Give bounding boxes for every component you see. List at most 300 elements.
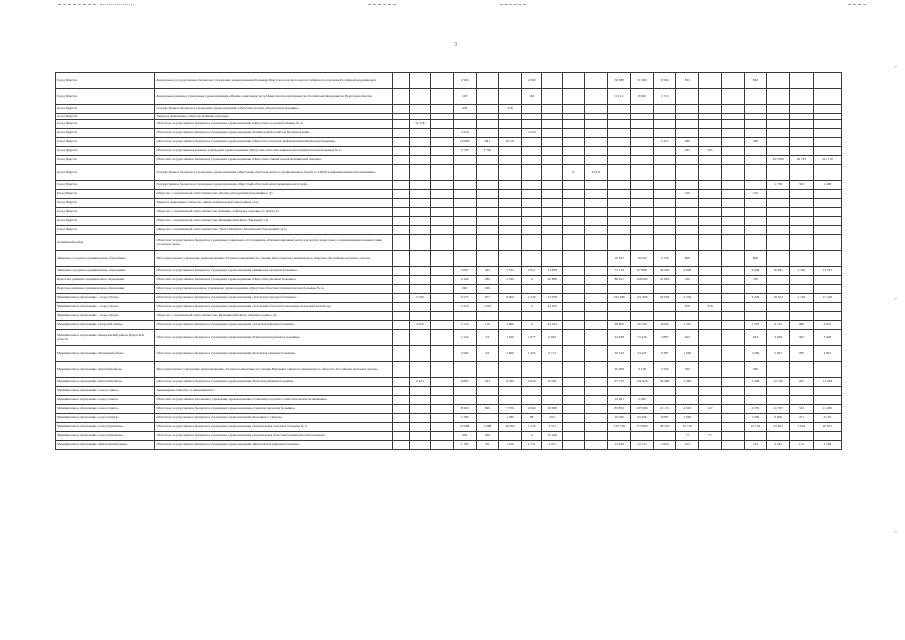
value-cell bbox=[542, 138, 563, 147]
value-cell bbox=[409, 129, 431, 138]
value-cell: 10 032 bbox=[631, 251, 654, 267]
value-cell bbox=[499, 199, 522, 208]
value-cell bbox=[562, 89, 584, 105]
value-cell bbox=[562, 396, 584, 405]
value-cell bbox=[699, 251, 722, 267]
value-cell: 193 bbox=[453, 89, 476, 105]
page-number: 3 bbox=[454, 42, 457, 48]
value-cell: 3 928 bbox=[767, 330, 790, 346]
value-cell bbox=[721, 321, 744, 330]
value-cell bbox=[608, 138, 631, 147]
value-cell bbox=[699, 312, 722, 321]
value-cell bbox=[542, 217, 563, 226]
value-cell bbox=[584, 396, 608, 405]
value-cell bbox=[499, 120, 522, 129]
value-cell bbox=[721, 346, 744, 362]
municipality-cell: Город Иркутск bbox=[56, 181, 155, 190]
table-row bbox=[56, 251, 842, 267]
value-cell bbox=[721, 138, 744, 147]
value-cell bbox=[813, 362, 841, 378]
value-cell bbox=[584, 303, 608, 312]
value-cell bbox=[393, 208, 409, 217]
value-cell: 1 916 bbox=[476, 303, 499, 312]
organization-cell: Общество с ограниченной ответственностью Медицинский Центр "Биоминер" (2) bbox=[155, 217, 393, 226]
value-cell bbox=[431, 414, 454, 423]
value-cell bbox=[608, 303, 631, 312]
value-cell bbox=[813, 89, 841, 105]
value-cell bbox=[393, 312, 409, 321]
table-row bbox=[56, 226, 842, 235]
value-cell bbox=[562, 208, 584, 217]
value-cell bbox=[499, 129, 522, 138]
value-cell bbox=[721, 73, 744, 89]
value-cell bbox=[676, 387, 699, 396]
value-cell bbox=[744, 396, 767, 405]
table-row bbox=[56, 73, 842, 89]
value-cell: 1 185 bbox=[453, 441, 476, 450]
value-cell: 3 229 bbox=[676, 294, 699, 303]
value-cell bbox=[453, 190, 476, 199]
value-cell bbox=[499, 73, 522, 89]
value-cell bbox=[584, 89, 608, 105]
value-cell: 108 060 bbox=[631, 276, 654, 285]
value-cell bbox=[562, 387, 584, 396]
value-cell: 3 496 bbox=[676, 378, 699, 387]
table-row bbox=[56, 294, 842, 303]
value-cell bbox=[721, 267, 744, 276]
value-cell: 88 bbox=[521, 414, 542, 423]
value-cell bbox=[744, 285, 767, 294]
value-cell: 6 062 bbox=[542, 330, 563, 346]
value-cell bbox=[542, 396, 563, 405]
value-cell bbox=[676, 165, 699, 181]
value-cell: 479 bbox=[676, 303, 699, 312]
value-cell bbox=[542, 226, 563, 235]
value-cell bbox=[631, 181, 654, 190]
value-cell: 8 600 bbox=[499, 294, 522, 303]
value-cell: 12 294 bbox=[813, 378, 841, 387]
value-cell: 395 bbox=[699, 147, 722, 156]
value-cell: 478 bbox=[453, 105, 476, 114]
value-cell bbox=[542, 208, 563, 217]
value-cell bbox=[767, 226, 790, 235]
value-cell bbox=[584, 346, 608, 362]
municipality-cell: Город Иркутск bbox=[56, 226, 155, 235]
organization-cell: Акционерное общество «Саянскхимпласт» bbox=[155, 387, 393, 396]
value-cell bbox=[562, 226, 584, 235]
value-cell: 43 409 bbox=[631, 414, 654, 423]
value-cell bbox=[393, 276, 409, 285]
value-cell: 14 173 bbox=[631, 441, 654, 450]
table-row bbox=[56, 199, 842, 208]
value-cell bbox=[699, 181, 722, 190]
value-cell bbox=[721, 208, 744, 217]
value-cell: 19 390 bbox=[608, 414, 631, 423]
value-cell bbox=[562, 251, 584, 267]
value-cell: 1 000 bbox=[744, 346, 767, 362]
table-row bbox=[56, 303, 842, 312]
organization-cell: Областное государственное бюджетное учреждение здравоохранения «Жигаловская районная больница» bbox=[155, 441, 393, 450]
value-cell bbox=[542, 105, 563, 114]
value-cell: 9 387 bbox=[653, 346, 676, 362]
value-cell bbox=[584, 251, 608, 267]
value-cell: 22 938 bbox=[608, 330, 631, 346]
value-cell bbox=[767, 147, 790, 156]
value-cell bbox=[453, 165, 476, 181]
value-cell bbox=[476, 73, 499, 89]
value-cell bbox=[653, 217, 676, 226]
table-row bbox=[56, 362, 842, 378]
value-cell bbox=[584, 267, 608, 276]
scan-mark bbox=[100, 4, 134, 5]
value-cell: 5 697 bbox=[453, 267, 476, 276]
organization-cell: Общество с ограниченной ответственностью Медицинский Центр «Медика-Сервис» (2) bbox=[155, 312, 393, 321]
value-cell: 127 bbox=[699, 405, 722, 414]
value-cell: 0 bbox=[521, 321, 542, 330]
value-cell bbox=[813, 276, 841, 285]
value-cell bbox=[521, 208, 542, 217]
value-cell bbox=[542, 190, 563, 199]
value-cell bbox=[393, 120, 409, 129]
value-cell bbox=[744, 199, 767, 208]
municipality-cell: Заларинский район bbox=[56, 235, 155, 251]
value-cell bbox=[521, 217, 542, 226]
value-cell bbox=[431, 235, 454, 251]
value-cell bbox=[431, 138, 454, 147]
value-cell bbox=[393, 73, 409, 89]
value-cell bbox=[584, 217, 608, 226]
value-cell bbox=[476, 362, 499, 378]
value-cell bbox=[431, 120, 454, 129]
organization-cell: Областное государственное бюджетное учреждение здравоохранения «Больница г. Свирска» bbox=[155, 414, 393, 423]
value-cell bbox=[721, 441, 744, 450]
value-cell bbox=[542, 129, 563, 138]
value-cell bbox=[699, 89, 722, 105]
value-cell bbox=[409, 405, 431, 414]
value-cell bbox=[409, 312, 431, 321]
value-cell: 2 423 bbox=[409, 378, 431, 387]
value-cell: 1 000 bbox=[744, 414, 767, 423]
value-cell bbox=[521, 181, 542, 190]
value-cell bbox=[767, 362, 790, 378]
value-cell bbox=[676, 129, 699, 138]
organization-cell: Областное государственное бюджетное учреждение здравоохранения «Иркутская городская больница № 3» bbox=[155, 120, 393, 129]
value-cell: 43 011 bbox=[584, 165, 608, 181]
value-cell bbox=[431, 156, 454, 165]
value-cell bbox=[767, 120, 790, 129]
value-cell bbox=[393, 441, 409, 450]
value-cell bbox=[499, 89, 522, 105]
value-cell bbox=[767, 312, 790, 321]
value-cell bbox=[653, 147, 676, 156]
organization-cell: Областное государственное бюджетное учреждение здравоохранения «Аларская районная больница» bbox=[155, 321, 393, 330]
value-cell bbox=[562, 138, 584, 147]
value-cell: 34 425 bbox=[631, 346, 654, 362]
value-cell: 3 730 bbox=[453, 147, 476, 156]
organization-cell: Областное государственное автономное учреждение здравоохранения «Саянская городская стоматологическая поликлиника» bbox=[155, 396, 393, 405]
value-cell: 5 790 bbox=[409, 294, 431, 303]
value-cell bbox=[476, 190, 499, 199]
value-cell bbox=[608, 129, 631, 138]
value-cell bbox=[744, 156, 767, 165]
value-cell bbox=[744, 312, 767, 321]
value-cell bbox=[813, 387, 841, 396]
scan-mark bbox=[500, 4, 526, 5]
organization-cell: Закрытое акционерное общество Клиника «Альтаир» bbox=[155, 114, 393, 120]
value-cell bbox=[431, 267, 454, 276]
value-cell: 9 712 bbox=[542, 346, 563, 362]
value-cell: 3 730 bbox=[476, 147, 499, 156]
value-cell bbox=[767, 190, 790, 199]
value-cell: 11 797 bbox=[767, 405, 790, 414]
table-row bbox=[56, 378, 842, 387]
value-cell bbox=[790, 303, 814, 312]
value-cell: 51 082 bbox=[631, 73, 654, 89]
value-cell: 471 bbox=[790, 414, 814, 423]
value-cell bbox=[744, 89, 767, 105]
value-cell bbox=[631, 190, 654, 199]
value-cell bbox=[699, 226, 722, 235]
value-cell: 24 bbox=[476, 330, 499, 346]
value-cell bbox=[584, 387, 608, 396]
value-cell: 3 004 bbox=[790, 423, 814, 432]
value-cell: 87 986 bbox=[631, 267, 654, 276]
value-cell: 863 bbox=[744, 73, 767, 89]
value-cell: 4 887 bbox=[653, 330, 676, 346]
value-cell bbox=[562, 346, 584, 362]
value-cell bbox=[631, 165, 654, 181]
value-cell bbox=[767, 138, 790, 147]
value-cell bbox=[721, 89, 744, 105]
value-cell bbox=[393, 330, 409, 346]
value-cell: 19 082 bbox=[453, 138, 476, 147]
value-cell bbox=[431, 362, 454, 378]
value-cell: 1 100 bbox=[499, 441, 522, 450]
value-cell bbox=[453, 181, 476, 190]
value-cell bbox=[431, 405, 454, 414]
value-cell bbox=[608, 226, 631, 235]
value-cell: 1 597 bbox=[676, 321, 699, 330]
value-cell bbox=[431, 378, 454, 387]
value-cell bbox=[813, 251, 841, 267]
value-cell bbox=[453, 226, 476, 235]
value-cell bbox=[453, 312, 476, 321]
value-cell: 37 088 bbox=[453, 423, 476, 432]
value-cell bbox=[721, 190, 744, 199]
value-cell bbox=[653, 208, 676, 217]
value-cell: 234 288 bbox=[608, 294, 631, 303]
organization-cell: Областное государственное бюджетное учреждение здравоохранения «Черемховская областная психиатрическая больница» bbox=[155, 432, 393, 441]
value-cell bbox=[393, 423, 409, 432]
value-cell bbox=[562, 129, 584, 138]
value-cell bbox=[499, 387, 522, 396]
value-cell bbox=[744, 147, 767, 156]
value-cell bbox=[653, 199, 676, 208]
value-cell bbox=[653, 396, 676, 405]
value-cell bbox=[790, 199, 814, 208]
value-cell bbox=[631, 199, 654, 208]
value-cell bbox=[813, 190, 841, 199]
value-cell bbox=[476, 105, 499, 114]
value-cell bbox=[499, 235, 522, 251]
value-cell bbox=[721, 405, 744, 414]
value-cell bbox=[393, 89, 409, 105]
value-cell bbox=[721, 235, 744, 251]
table-row bbox=[56, 190, 842, 199]
value-cell bbox=[699, 294, 722, 303]
value-cell bbox=[409, 217, 431, 226]
value-cell bbox=[721, 147, 744, 156]
value-cell bbox=[431, 73, 454, 89]
value-cell bbox=[790, 138, 814, 147]
value-cell: 1 000 bbox=[676, 414, 699, 423]
value-cell: 2 948 bbox=[744, 267, 767, 276]
value-cell: 39 525 bbox=[653, 423, 676, 432]
value-cell bbox=[721, 217, 744, 226]
value-cell bbox=[676, 120, 699, 129]
value-cell bbox=[584, 285, 608, 294]
table-row bbox=[56, 414, 842, 423]
value-cell bbox=[790, 276, 814, 285]
table-row bbox=[56, 330, 842, 346]
value-cell bbox=[653, 181, 676, 190]
value-cell bbox=[813, 147, 841, 156]
value-cell: 513 bbox=[676, 441, 699, 450]
value-cell: 2 729 bbox=[521, 294, 542, 303]
value-cell bbox=[521, 396, 542, 405]
value-cell bbox=[744, 235, 767, 251]
value-cell: 163 bbox=[476, 378, 499, 387]
value-cell: 5 332 bbox=[499, 267, 522, 276]
value-cell bbox=[562, 294, 584, 303]
value-cell bbox=[431, 432, 454, 441]
value-cell bbox=[409, 267, 431, 276]
value-cell bbox=[584, 208, 608, 217]
value-cell: 2 736 bbox=[653, 251, 676, 267]
value-cell bbox=[542, 235, 563, 251]
value-cell bbox=[790, 362, 814, 378]
value-cell bbox=[721, 129, 744, 138]
value-cell: 9 566 bbox=[653, 73, 676, 89]
value-cell: 16 837 bbox=[608, 251, 631, 267]
value-cell bbox=[499, 362, 522, 378]
value-cell bbox=[453, 396, 476, 405]
value-cell bbox=[562, 414, 584, 423]
value-cell bbox=[767, 396, 790, 405]
value-cell bbox=[699, 165, 722, 181]
value-cell bbox=[631, 147, 654, 156]
value-cell: 31 518 bbox=[409, 120, 431, 129]
value-cell: 6 863 bbox=[453, 378, 476, 387]
value-cell bbox=[721, 156, 744, 165]
value-cell: 85 853 bbox=[608, 405, 631, 414]
value-cell bbox=[721, 396, 744, 405]
value-cell bbox=[542, 285, 563, 294]
value-cell bbox=[813, 312, 841, 321]
value-cell bbox=[699, 276, 722, 285]
value-cell bbox=[584, 73, 608, 89]
value-cell bbox=[409, 147, 431, 156]
value-cell bbox=[699, 120, 722, 129]
value-cell: 134 928 bbox=[631, 378, 654, 387]
value-cell: 1 408 bbox=[813, 181, 841, 190]
value-cell: 23 821 bbox=[767, 423, 790, 432]
value-cell bbox=[653, 312, 676, 321]
organization-cell: Федеральное казенное учреждение здравоохранения «Медико-санитарная часть Министерства внутренних дел Российской Федерации по Иркутской области» bbox=[155, 89, 393, 105]
value-cell bbox=[653, 190, 676, 199]
value-cell bbox=[676, 312, 699, 321]
value-cell bbox=[521, 387, 542, 396]
value-cell bbox=[476, 181, 499, 190]
value-cell bbox=[608, 165, 631, 181]
value-cell bbox=[499, 251, 522, 267]
value-cell bbox=[393, 138, 409, 147]
organization-cell: Государственное бюджетное учреждение здравоохранения «Областная детская туберкулезная больница» bbox=[155, 105, 393, 114]
value-cell bbox=[676, 199, 699, 208]
value-cell bbox=[699, 199, 722, 208]
value-cell bbox=[431, 208, 454, 217]
value-cell bbox=[608, 190, 631, 199]
value-cell: 19 522 bbox=[767, 294, 790, 303]
value-cell bbox=[453, 235, 476, 251]
value-cell: 2 340 bbox=[653, 362, 676, 378]
value-cell bbox=[393, 129, 409, 138]
value-cell: 0 bbox=[521, 276, 542, 285]
value-cell: 3 628 bbox=[813, 330, 841, 346]
value-cell bbox=[584, 362, 608, 378]
value-cell bbox=[542, 387, 563, 396]
municipality-cell: Город Иркутск bbox=[56, 217, 155, 226]
value-cell bbox=[699, 156, 722, 165]
value-cell bbox=[431, 285, 454, 294]
value-cell bbox=[767, 235, 790, 251]
value-cell: 88 611 bbox=[608, 276, 631, 285]
table-row bbox=[56, 165, 842, 181]
value-cell: 8 909 bbox=[631, 89, 654, 105]
value-cell: 12 729 bbox=[767, 378, 790, 387]
value-cell bbox=[767, 432, 790, 441]
value-cell bbox=[499, 396, 522, 405]
table-row bbox=[56, 387, 842, 396]
value-cell bbox=[499, 181, 522, 190]
value-cell bbox=[813, 432, 841, 441]
value-cell: 54 093 bbox=[653, 294, 676, 303]
organization-cell: Государственное бюджетное учреждение здравоохранения «Иркутский областной центр по профилактике и борьбе со СПИД и инфекционными заболеваниями» bbox=[155, 165, 393, 181]
value-cell bbox=[790, 387, 814, 396]
table-row bbox=[56, 267, 842, 276]
value-cell bbox=[790, 147, 814, 156]
value-cell: 4 503 bbox=[676, 405, 699, 414]
value-cell: 2 300 bbox=[631, 396, 654, 405]
value-cell bbox=[608, 285, 631, 294]
value-cell: 8 500 bbox=[453, 405, 476, 414]
value-cell bbox=[521, 312, 542, 321]
organization-cell: Областное государственное бюджетное учреждение здравоохранения «Черемховская городская больница № 1» bbox=[155, 423, 393, 432]
value-cell: 300 bbox=[476, 285, 499, 294]
value-cell bbox=[653, 156, 676, 165]
table-body bbox=[56, 73, 842, 450]
value-cell bbox=[767, 129, 790, 138]
value-cell: 6 500 bbox=[499, 378, 522, 387]
value-cell bbox=[721, 120, 744, 129]
value-cell: 1 505 bbox=[521, 346, 542, 362]
value-cell bbox=[699, 378, 722, 387]
value-cell: 6 121 bbox=[608, 89, 631, 105]
value-cell bbox=[767, 199, 790, 208]
value-cell bbox=[767, 105, 790, 114]
value-cell bbox=[813, 138, 841, 147]
value-cell bbox=[499, 303, 522, 312]
